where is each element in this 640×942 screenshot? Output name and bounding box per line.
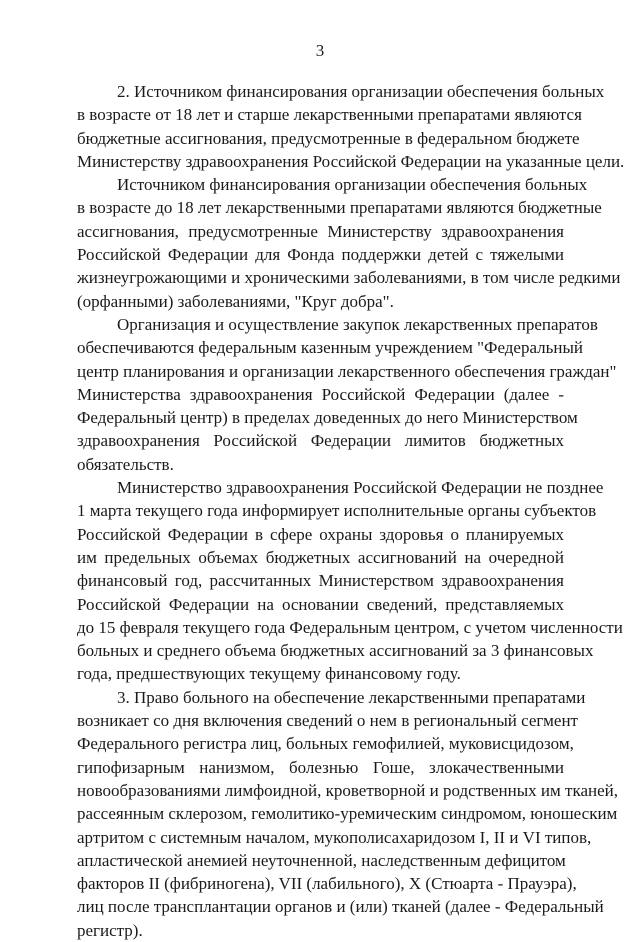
paragraph-financing-adults: [77, 80, 625, 173]
paragraph-financing-children: [77, 173, 621, 313]
text-line: обязательств.: [77, 454, 174, 474]
text-line: ассигнования, предусмотренные Министерству здравоохранения: [77, 221, 564, 241]
paragraph-patient-right: [77, 686, 618, 942]
text-line: лиц после трансплантации органов и (или) тканей (далее - Федеральный: [77, 897, 604, 917]
text-line: им предельных объемах бюджетных ассигнований на очередной: [77, 547, 564, 567]
text-line: жизнеугрожающими и хроническими заболеваниями, в том числе редкими: [77, 268, 621, 288]
text-line: возникает со дня включения сведений о нем в региональный сегмент: [77, 711, 578, 731]
text-line: Федерального регистра лиц, больных гемофилией, муковисцидозом,: [77, 734, 574, 754]
text-line: 2. Источником финансирования организации обеспечения больных: [117, 82, 605, 101]
text-line: Источником финансирования организации обеспечения больных: [117, 175, 588, 195]
text-line: рассеянным склерозом, гемолитико-уремическим синдромом, юношеским: [77, 804, 618, 824]
text-line: новообразованиями лимфоидной, кроветворной и родственных им тканей,: [77, 780, 618, 800]
text-line: до 15 февраля текущего года Федеральным центром, с учетом численности: [77, 617, 623, 637]
text-line: Федеральный центр) в пределах доведенных до него Министерством: [77, 408, 578, 428]
text-line: в возрасте до 18 лет лекарственными препаратами являются бюджетные: [77, 198, 602, 218]
text-line: в возрасте от 18 лет и старше лекарственными препаратами являются: [77, 105, 582, 125]
text-line: обеспечиваются федеральным казенным учреждением "Федеральный: [77, 338, 584, 358]
text-line: больных и среднего объема бюджетных ассигнований за 3 финансовых: [77, 641, 594, 661]
text-line: Российской Федерации для Фонда поддержки детей с тяжелыми: [77, 245, 564, 265]
text-line: центр планирования и организации лекарственного обеспечения граждан": [77, 361, 617, 381]
paragraph-procurement: [77, 313, 617, 476]
text-line: гипофизарным нанизмом, болезнью Гоше, злокачественными: [77, 757, 564, 777]
text-line: Российской Федерации в сфере охраны здоровья о планируемых: [77, 524, 564, 544]
text-line: финансовый год, рассчитанных Министерством здравоохранения: [77, 571, 564, 591]
text-line: 3. Право больного на обеспечение лекарственными препаратами: [117, 687, 586, 707]
text-line: бюджетные ассигнования, предусмотренные в федеральном бюджете: [77, 128, 580, 148]
paragraph-ministry-notification: [77, 476, 623, 686]
text-line: артритом с системным началом, мукополисахаридозом I, II и VI типов,: [77, 827, 592, 847]
text-line: Министерство здравоохранения Российской Федерации не позднее: [117, 478, 604, 498]
text-line: регистр).: [77, 920, 143, 940]
text-line: Министерству здравоохранения Российской Федерации на указанные цели.: [77, 151, 625, 171]
text-line: Российской Федерации на основании сведений, представляемых: [77, 594, 564, 614]
text-line: года, предшествующих текущему финансовому году.: [77, 664, 461, 684]
text-line: Министерства здравоохранения Российской Федерации (далее -: [77, 384, 564, 404]
text-line: апластической анемией неуточненной, наследственным дефицитом: [77, 850, 566, 870]
text-line: 1 марта текущего года информирует исполнительные органы субъектов: [77, 501, 597, 521]
text-line: здравоохранения Российской Федерации лимитов бюджетных: [77, 431, 564, 451]
text-line: Организация и осуществление закупок лекарственных препаратов: [117, 314, 598, 334]
text-line: факторов II (фибриногена), VII (лабильного), X (Стюарта - Прауэра),: [77, 874, 577, 894]
document-body: [77, 80, 625, 942]
text-line: (орфанными) заболеваниями, "Круг добра".: [77, 291, 394, 311]
page-number: 3: [315, 41, 325, 60]
